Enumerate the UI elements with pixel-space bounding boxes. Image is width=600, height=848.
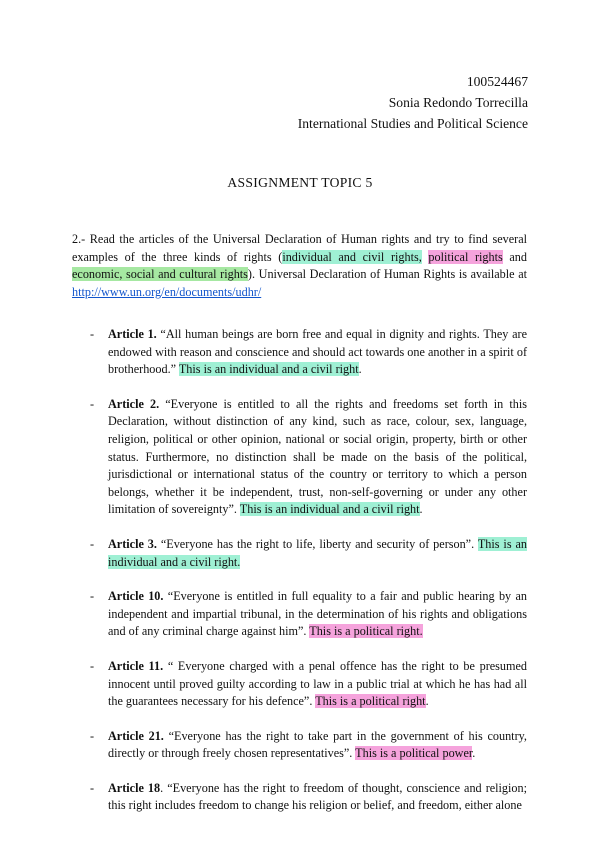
article-item [90,326,527,379]
article-text: “Everyone is entitled in full equality to a fair and public hearing by an independent and impartial tribunal, in the determination of his rights and obligations and of any criminal charge against him”. [108,589,527,639]
article-note: This is an individual and a civil right [178,362,359,377]
article-item [90,396,527,519]
intro-text-2: and [502,249,527,264]
article-item [90,780,527,815]
bullet-dash: - [90,589,95,604]
article-label: Article 2. [108,396,160,411]
assignment-title: ASSIGNMENT TOPIC 5 [227,175,373,190]
article-item [90,658,527,711]
bullet-dash: - [90,658,95,673]
article-end: . [419,502,423,517]
highlight-political: political rights [428,249,503,264]
article-text: “Everyone has the right to take part in the government of his country, directly or through freely chosen representatives”. [108,728,527,761]
article-note: This is a political right [315,694,426,709]
article-note: This is an individual and a civil right [239,502,420,517]
article-item [90,728,527,763]
intro-paragraph [72,231,527,301]
article-text: . “Everyone has the right to freedom of thought, conscience and religion; this right includes freedom to change his religion or belief, and freedom, either alone [108,780,527,813]
article-note: This is a political power [355,746,473,761]
bullet-dash: - [90,728,95,743]
article-item [90,536,527,571]
article-label: Article 21. [108,728,164,743]
student-id: 100524467 [466,74,528,89]
article-label: Article 10. [108,589,164,604]
article-text: “Everyone has the right to life, liberty and security of person”. [156,536,478,551]
article-note: This is a political right. [309,624,423,639]
article-item [90,588,527,641]
bullet-dash: - [90,396,95,411]
highlight-individual-civil: individual and civil rights, [282,249,422,264]
student-name: Sonia Redondo Torrecilla [388,95,528,110]
article-label: Article 1. [108,327,157,341]
article-label: Article 11. [108,658,164,673]
article-list [0,326,600,832]
article-end: . [358,362,362,377]
highlight-economic-social-cultural: economic, social and cultural rights [72,267,248,282]
article-end: . [472,746,476,761]
bullet-dash: - [90,536,95,551]
bullet-dash: - [90,780,95,795]
article-note: This is an individual and a civil right. [108,536,527,569]
udhr-link[interactable]: http://www.un.org/en/documents/udhr/ [72,284,262,299]
intro-text-1: 2.- Read the articles of the Universal Declaration of Human rights and try to find several examples of the three kinds of rights ( [72,232,527,264]
article-text: “Everyone is entitled to all the rights and freedoms set forth in this Declaration, without distinction of any kind, such as race, colour, sex, language, religion, political or other opinion, national or social origin, property, birth or other status. Furthermore, no distinction shall be made on the basis of the political, jurisdictional or international status of the country or territory to which a person belongs, whether it be independent, trust, non-self-governing or under any other limitation of sovereignty”. [108,396,527,517]
article-text: “All human beings are born free and equal in dignity and rights. They are endowed with reason and conscience and should act towards one another in a spirit of brotherhood.” [108,327,527,377]
article-label: Article 3. [108,536,157,551]
article-label: Article 18 [108,780,161,795]
article-end: . [425,694,429,709]
study-program: International Studies and Political Science [297,116,528,131]
bullet-dash: - [90,327,95,341]
author-header [298,71,528,134]
intro-text-3: ). Universal Declaration of Human Rights is available at [247,267,527,282]
article-text: “ Everyone charged with a penal offence has the right to be presumed innocent until proved guilty according to law in a public trial at which he has had all the guarantees necessary for his defence”. [108,658,527,709]
